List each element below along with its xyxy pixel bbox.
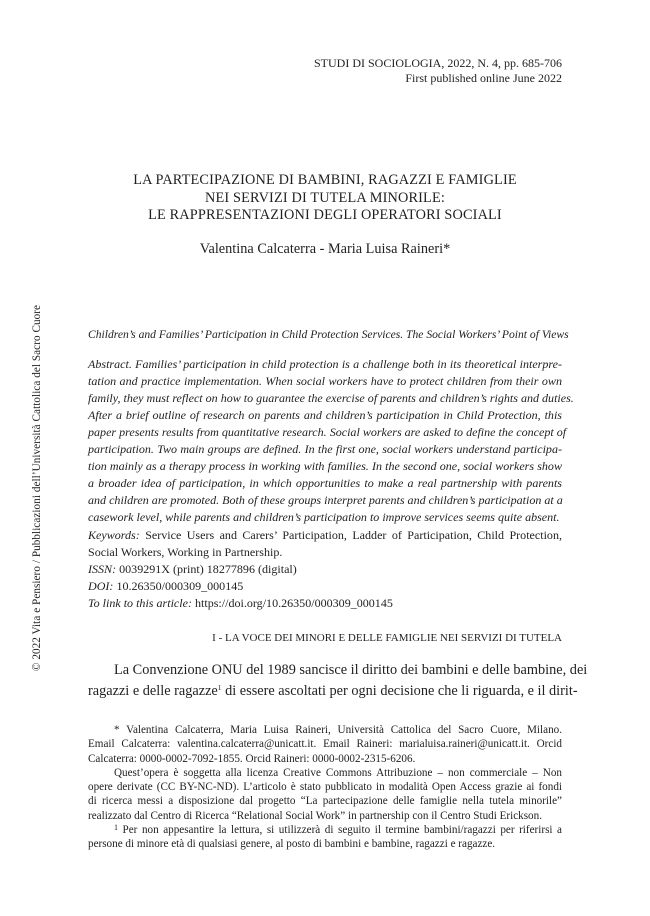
- title-line-3: LE RAPPRESENTAZIONI DEGLI OPERATORI SOCIALI: [148, 207, 502, 224]
- doi-line: [88, 578, 562, 595]
- author-footnote-line: Calcaterra: 0000-0002-7092-1855. Orcid Raineri: 0000-0002-2315-6206.: [88, 752, 416, 765]
- keywords-label: Keywords:: [88, 528, 140, 542]
- running-head: [314, 56, 562, 86]
- abstract-line: After a brief outline of research on parents and children’s participation in Child Protection, this: [88, 408, 562, 423]
- copyright-notice: © 2022 Vita e Pensiero / Pubblicazioni dell’Università Cattolica del Sacro Cuore: [31, 304, 43, 672]
- footnotes: [88, 723, 562, 852]
- body-text: [88, 660, 588, 701]
- doi-label: DOI:: [88, 579, 114, 593]
- issn-line: [88, 561, 562, 578]
- author-footnote-line: Email Calcaterra: valentina.calcaterra@unicatt.it. Email Raineri: marialuisa.raineri@unicatt.it. Orcid: [88, 738, 562, 751]
- abstract-line: and children are promoted. Both of these groups interpret parents and children’s participation at a: [88, 493, 563, 508]
- doi-value: 10.26350/000309_000145: [116, 579, 244, 593]
- abstract-line: casework level, while parents and children’s participation to improve services seems quite absent.: [88, 510, 560, 525]
- abstract-line: participation. Two main groups are defined. In the first one, social workers understand participa-: [88, 442, 562, 457]
- link-label: To link to this article:: [88, 596, 192, 610]
- footnote-1-text: Per non appesantire la lettura, si utilizzerà di seguito il termine bambini/ragazzi per riferirsi a: [118, 824, 562, 837]
- body-line-2-start: ragazzi e delle ragazze: [88, 682, 218, 699]
- english-title: Children’s and Families’ Participation in Child Protection Services. The Social Workers’ Point of Views: [88, 328, 569, 341]
- license-line: di ricerca messi a disposizione dal progetto “La partecipazione delle famiglie nella tutela minorile”: [88, 795, 562, 808]
- authors: Valentina Calcaterra - Maria Luisa Raineri*: [199, 241, 451, 257]
- abstract-line: Abstract. Families’ participation in child protection is a challenge both in its theoretical interpre-: [88, 357, 562, 371]
- keywords-line-2: Social Workers, Working in Partnership.: [88, 545, 283, 559]
- link-line: [88, 595, 562, 612]
- abstract-line: family, they must reflect on how to guarantee the exercise of parents and children’s rights and duties.: [88, 391, 574, 406]
- author-footnote-line: * Valentina Calcaterra, Maria Luisa Raineri, Università Cattolica del Sacro Cuore, Milano.: [114, 724, 562, 736]
- license-line: opere derivate (CC BY-NC-ND). L’articolo è stato pubblicato in modalità Open Access grazie ai fondi: [88, 781, 562, 794]
- title-line-2: NEI SERVIZI DI TUTELA MINORILE:: [205, 189, 445, 206]
- body-line-2: [88, 681, 578, 702]
- issn-value: 0039291X (print) 18277896 (digital): [119, 562, 297, 576]
- abstract-line: tion mainly as a therapy process in working with families. In the second one, social workers show: [88, 459, 562, 474]
- abstract: [88, 356, 574, 526]
- issn-label: ISSN:: [88, 562, 117, 576]
- keywords-line-1: [88, 527, 562, 544]
- abstract-line: tation and practice implementation. When social workers have to protect children from their own: [88, 374, 562, 389]
- article-title: [88, 172, 562, 225]
- footnote-ref-1[interactable]: 1: [217, 682, 222, 692]
- body-line-1: La Convenzione ONU del 1989 sancisce il diritto dei bambini e delle bambine, dei: [114, 662, 588, 678]
- license-line: Quest’opera è soggetta alla licenza Creative Commons Attribuzione – non commerciale – Non: [114, 766, 562, 779]
- journal-citation: STUDI DI SOCIOLOGIA, 2022, N. 4, pp. 685-706: [314, 56, 562, 70]
- footnote-1-line-1: [88, 823, 562, 837]
- article-metadata: [88, 527, 562, 612]
- article-link[interactable]: https://doi.org/10.26350/000309_000145: [194, 596, 393, 610]
- keywords-text: Service Users and Carers’ Participation, Ladder of Participation, Child Protection,: [145, 528, 562, 542]
- footnote-1-mark: 1: [114, 823, 118, 833]
- body-line-2-end: di essere ascoltati per ogni decisione che li riguarda, e il dirit-: [221, 682, 578, 699]
- abstract-line: paper presents results from quantitative research. Social workers are asked to define the concept of: [88, 425, 567, 440]
- publication-date: First published online June 2022: [405, 71, 562, 85]
- abstract-line: a broader idea of participation, in which opportunities to make a real partnership with parents: [88, 476, 562, 491]
- footnote-1-line-2: persone di minore età di qualsiasi genere, al posto di bambini e bambine, ragazzi e ragazze.: [88, 838, 496, 851]
- license-line: realizzato dal Centro di Ricerca “Relational Social Work” in partnership con il Centro Studi Erickson.: [88, 809, 542, 822]
- section-heading: I - LA VOCE DEI MINORI E DELLE FAMIGLIE NEI SERVIZI DI TUTELA: [212, 632, 562, 644]
- title-line-1: LA PARTECIPAZIONE DI BAMBINI, RAGAZZI E FAMIGLIE: [133, 172, 517, 188]
